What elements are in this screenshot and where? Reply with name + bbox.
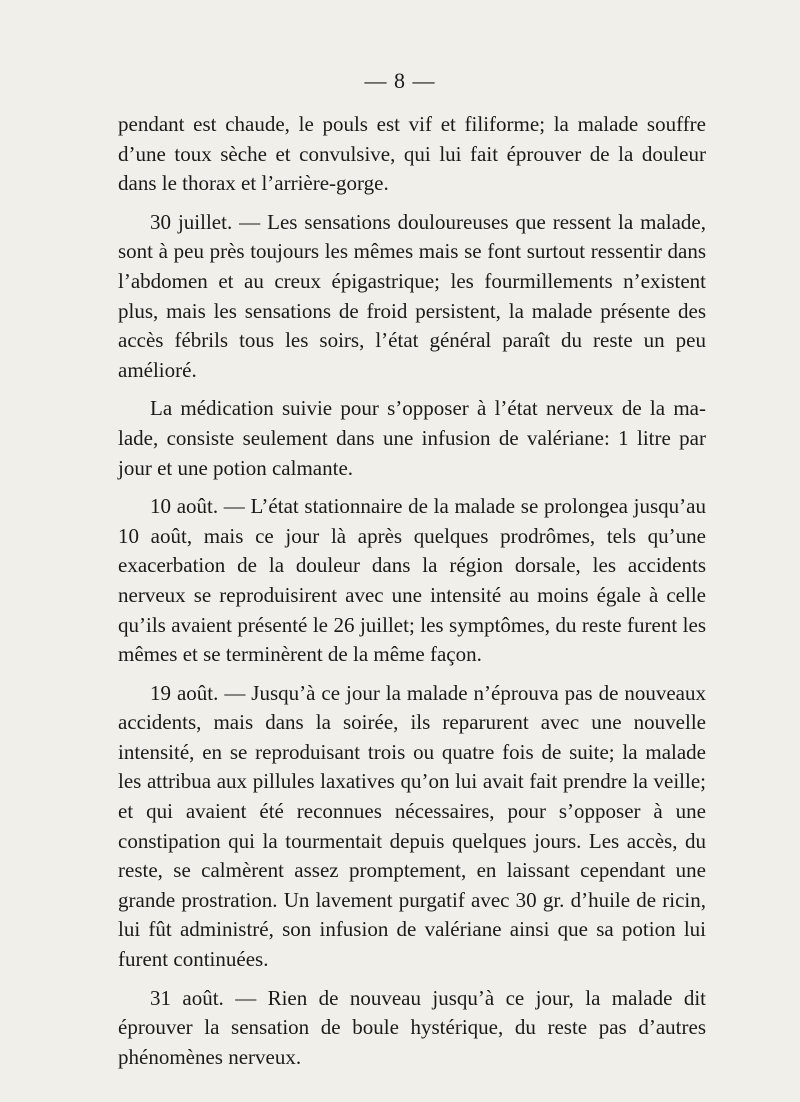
paragraph-medication: La médication suivie pour s’opposer à l’état nerveux de la malade, consiste seulement dans une infusion de valériane: 1 litre par jour et une potion calmante. bbox=[118, 396, 706, 480]
paragraph-continuation: pendant est chaude, le pouls est vif et filiforme; la malade souffre d’une toux sèche et convulsive, qui lui fait éprouver de la douleur dans le thorax et l’arrière-gorge. bbox=[118, 112, 706, 196]
paragraph-10-aout: 10 août. — L’état stationnaire de la malade se prolongea jusqu’au 10 août, mais ce jour là après quelques prodrômes, tels qu’une exacerbation de la douleur dans la région dorsale, les accidents nerveux se reproduisirent avec une intensité au moins égale à celle qu’ils avaient présenté le 26 juillet; les symptômes, du reste furent les mêmes et se terminèrent de la même façon. bbox=[118, 494, 706, 667]
paragraph-31-aout: 31 août. — Rien de nouveau jusqu’à ce jour, la malade dit éprouver la sensation de boule hystérique, du reste pas d’autres phénomènes nerveux. bbox=[118, 985, 706, 1069]
paragraph-30-juillet: 30 juillet. — Les sensations douloureuses que ressent la malade, sont à peu près toujours les mêmes mais se font surtout ressentir dans l’abdomen et au creux épigastrique; les fourmillements n’existent plus, mais les sensations de froid persistent, la malade présente des accès fébrils tous les soirs, l’état général paraît du reste un peu amélioré. bbox=[118, 209, 706, 382]
page-number: — 8 — bbox=[364, 68, 436, 93]
body-text bbox=[118, 110, 706, 1081]
paragraph-19-aout: 19 août. — Jusqu’à ce jour la malade n’éprouva pas de nouveaux accidents, mais dans la soirée, ils reparurent avec une nouvelle intensité, en se reproduisant trois ou quatre fois de suite; la malade les attribua aux pillules laxatives qu’on lui avait fait prendre la veille; et qui avaient été reconnues nécessaires, pour s’opposer à une constipation qui la tourmentait depuis quelques jours. Les accès, du reste, se calmèrent assez promptement, en laissant cependant une grande prostration. Un lavement purgatif avec 30 gr. d’huile de ricin, lui fût administré, son infusion de valériane ainsi que sa potion lui furent continuées. bbox=[118, 680, 706, 972]
